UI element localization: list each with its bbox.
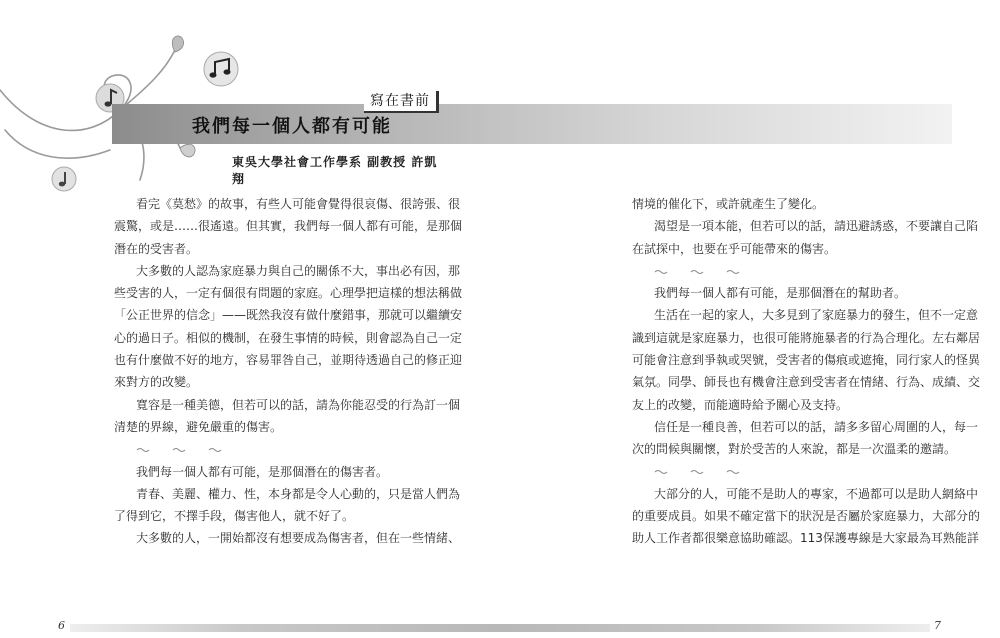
text-line: 友上的改變，而能適時給予關心及支持。 [632, 397, 849, 412]
swirl-divider-icon [690, 269, 704, 274]
text-line: 我們每一個人都有可能，是那個潛在的幫助者。 [654, 286, 907, 301]
paragraph [114, 193, 463, 260]
music-note-icon [50, 165, 78, 193]
text-line: 在試探中，也要在乎可能帶來的傷害。 [632, 241, 837, 256]
paragraph [632, 282, 954, 304]
page-number-right: 7 [934, 619, 941, 632]
text-line: 大部分的人，可能不是助人的專家，不過都可以是助人網絡中 [654, 486, 979, 501]
page-number-left: 6 [58, 619, 65, 632]
text-line: 來對方的改變。 [114, 375, 199, 390]
text-line: 次的問候與關懷，對於受苦的人來說，都是一次溫柔的邀請。 [632, 442, 957, 457]
page-title: 我們每一個人都有可能 [192, 116, 392, 137]
text-line: 看完《莫愁》的故事，有些人可能會覺得很哀傷、很誇張、很 [136, 197, 461, 211]
text-line: 可能會注意到爭執或哭號，受害者的傷痕或遮掩，同行家人的怪異 [632, 353, 981, 368]
section-tag: 寫在書前 [364, 91, 439, 113]
text-line: 潛在的受害者。 [114, 241, 199, 256]
text-line: 青春、美麗、權力、性，本身都是令人心動的，只是當人們為 [136, 486, 461, 501]
text-line: 渴望是一項本能，但若可以的話，請迅避誘惑，不要讓自己陷 [654, 219, 979, 234]
text-line: 的重要成員。如果不確定當下的狀況是否屬於家庭暴力，大部分的 [632, 509, 981, 524]
text-line: 清楚的界線，避免嚴重的傷害。 [114, 419, 283, 434]
text-line: 我們每一個人都有可能，是那個潛在的傷害者。 [136, 464, 389, 479]
swirl-divider-icon [654, 469, 668, 474]
text-line: 識到這就是家庭暴力，也很可能將施暴者的行為合理化。左右鄰居 [632, 330, 981, 345]
paragraph [114, 260, 463, 394]
footer-bar [70, 624, 930, 632]
left-column [114, 193, 463, 550]
text-line: 信任是一種良善，但若可以的話，請多多留心周圍的人，每一 [654, 419, 979, 434]
double-music-note-icon [202, 50, 240, 88]
text-line: 生活在一起的家人，大多見到了家庭暴力的發生，但不一定意 [654, 308, 979, 323]
paragraph [114, 483, 461, 528]
paragraph [114, 461, 434, 483]
text-line: 情境的催化下，或許就產生了變化。 [632, 197, 825, 211]
text-line: 也有什麼做不好的地方，容易罪咎自己，並期待透過自己的修正迎 [114, 353, 463, 368]
text-line: 大多數的人認為家庭暴力與自己的關係不大，事出必有因，那 [136, 263, 461, 278]
swirl-divider-icon [172, 447, 186, 452]
text-line: 大多數的人，一開始都沒有想要成為傷害者，但在一些情緒、 [136, 531, 461, 546]
paragraph [632, 416, 979, 461]
text-line: 些受害的人，一定有個很有問題的家庭。心理學把這樣的想法稱做 [114, 286, 463, 301]
swirl-divider-icon [726, 469, 740, 474]
swirl-divider-icon [726, 269, 740, 274]
section-divider [114, 438, 434, 460]
paragraph [114, 394, 461, 439]
text-line: 震驚，或是……很遙遠。但其實，我們每一個人都有可能，是那個 [114, 219, 463, 234]
paragraph [114, 527, 461, 549]
text-line: 寬容是一種美德，但若可以的話，請為你能忍受的行為訂一個 [136, 397, 461, 412]
text-line: 心的過日子。相似的機制，在發生事情的時候，則會認為自己一定 [114, 330, 463, 345]
section-divider [632, 260, 954, 282]
swirl-divider-icon [208, 447, 222, 452]
text-line: 助人工作者都很樂意協助確認。113保護專線是大家最為耳熟能詳 [632, 531, 979, 546]
paragraph [632, 193, 954, 215]
right-column [632, 193, 981, 550]
swirl-divider-icon [654, 269, 668, 274]
swirl-divider-icon [136, 447, 150, 452]
paragraph [632, 483, 981, 550]
paragraph [632, 304, 981, 415]
section-divider [632, 461, 954, 483]
author-line: 東吳大學社會工作學系 副教授 許凱翔 [232, 155, 438, 186]
text-line: 氣氛。同學、師長也有機會注意到受害者在情緒、行為、成績、交 [632, 375, 981, 390]
paragraph [632, 215, 979, 260]
swirl-divider-icon [690, 469, 704, 474]
text-line: 了得到它，不擇手段，傷害他人，就不好了。 [114, 509, 355, 524]
text-line: 「公正世界的信念」——既然我沒有做什麼錯事，那就可以繼續安 [114, 308, 463, 323]
